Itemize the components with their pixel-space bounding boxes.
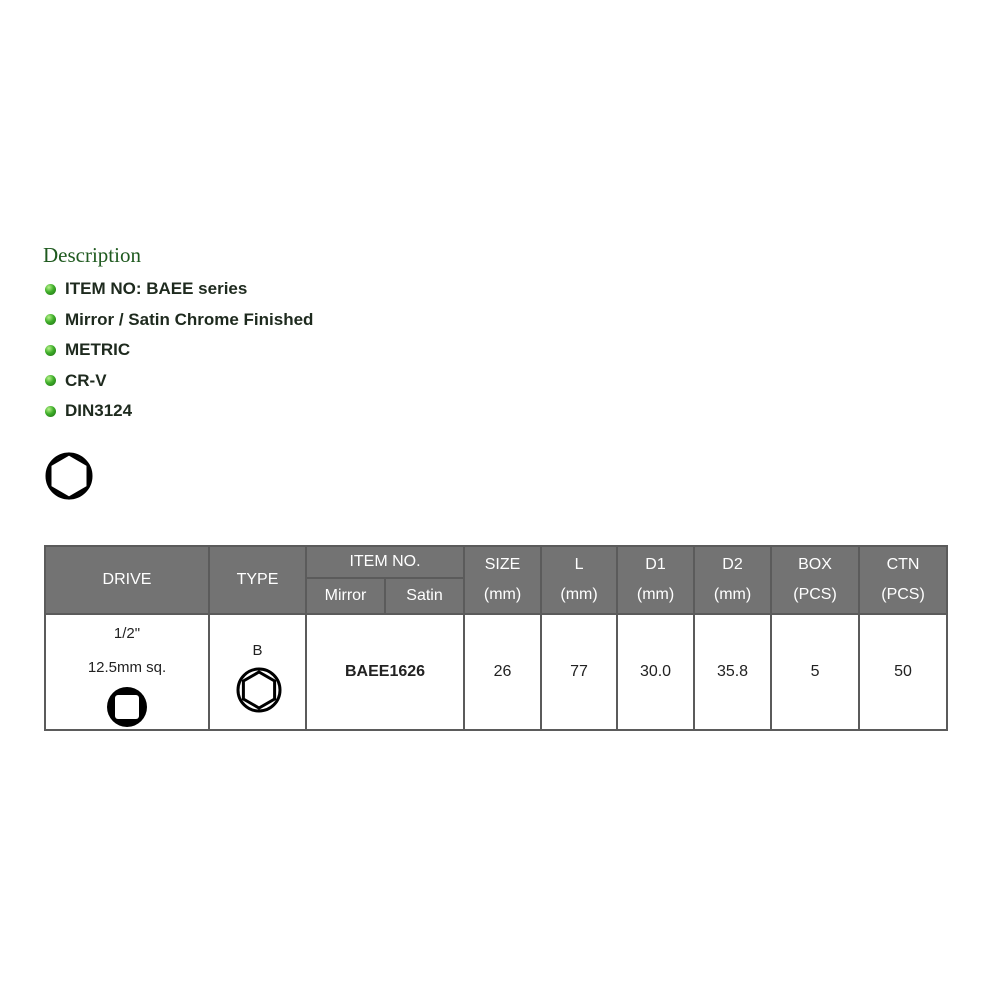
cell-d1: 30.0 xyxy=(617,614,694,730)
header-box: BOX (PCS) xyxy=(771,546,859,614)
bullet-icon xyxy=(45,345,56,356)
cell-d2: 35.8 xyxy=(694,614,771,730)
header-drive: DRIVE xyxy=(45,546,209,614)
square-drive-icon xyxy=(102,686,152,728)
cell-item-no: BAEE1626 xyxy=(306,614,464,730)
header-l: L (mm) xyxy=(541,546,617,614)
header-ctn: CTN (PCS) xyxy=(859,546,947,614)
bullet-icon xyxy=(45,284,56,295)
header-d2: D2 (mm) xyxy=(694,546,771,614)
feature-text: ITEM NO: BAEE series xyxy=(65,279,248,299)
feature-item xyxy=(45,305,313,336)
table-row xyxy=(45,614,947,730)
bullet-icon xyxy=(45,406,56,417)
header-satin: Satin xyxy=(385,578,464,614)
hexagon-icon xyxy=(235,666,283,714)
cell-box: 5 xyxy=(771,614,859,730)
cell-drive xyxy=(45,614,209,730)
header-d1: D1 (mm) xyxy=(617,546,694,614)
feature-text: CR-V xyxy=(65,370,107,390)
cell-type xyxy=(209,614,306,730)
feature-item xyxy=(45,274,313,305)
feature-item xyxy=(45,396,313,427)
bullet-icon xyxy=(45,314,56,325)
feature-text: Mirror / Satin Chrome Finished xyxy=(65,309,314,329)
drive-fraction: 1/2" xyxy=(113,625,141,642)
hexagon-icon xyxy=(44,451,94,501)
spec-table xyxy=(44,545,948,731)
header-mirror: Mirror xyxy=(306,578,385,614)
header-type: TYPE xyxy=(209,546,306,614)
bullet-icon xyxy=(45,375,56,386)
feature-text: METRIC xyxy=(65,340,131,360)
type-letter: B xyxy=(252,642,263,659)
description-title: Description xyxy=(43,243,141,267)
feature-item xyxy=(45,366,313,397)
header-size: SIZE (mm) xyxy=(464,546,541,614)
cell-size: 26 xyxy=(464,614,541,730)
cell-ctn: 50 xyxy=(859,614,947,730)
cell-l: 77 xyxy=(541,614,617,730)
feature-item xyxy=(45,335,313,366)
header-item-no: ITEM NO. xyxy=(306,546,464,578)
feature-list xyxy=(45,274,313,427)
drive-size: 12.5mm sq. xyxy=(87,659,167,676)
feature-text: DIN3124 xyxy=(65,401,133,421)
